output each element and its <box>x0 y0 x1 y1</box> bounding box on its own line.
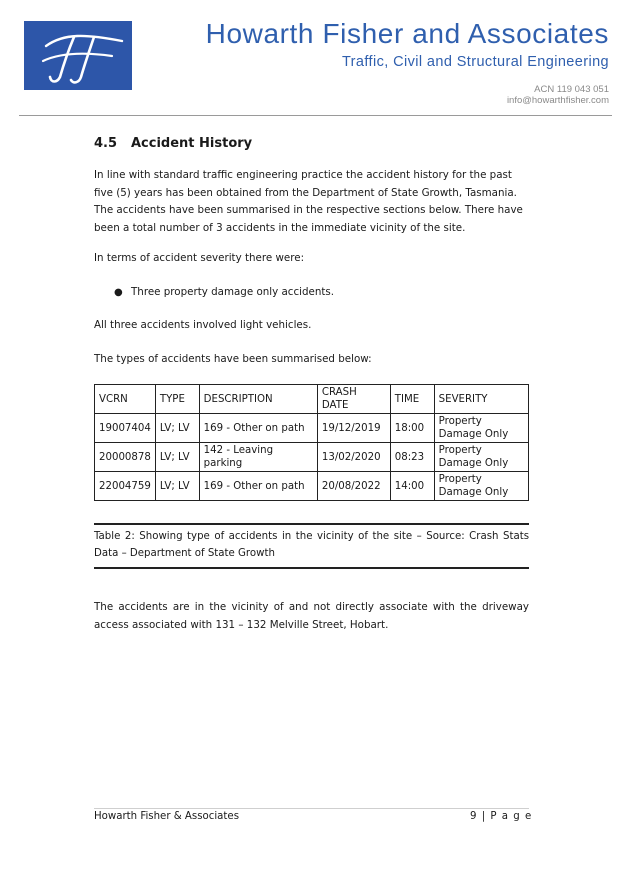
cell-description: 142 - Leaving parking <box>199 443 317 472</box>
table-header-row <box>95 385 529 414</box>
cell-vcrn: 20000878 <box>95 443 156 472</box>
column-header-type: TYPE <box>155 385 199 414</box>
paragraph-table-intro: The types of accidents have been summarised below: <box>94 352 372 365</box>
column-header-severity: SEVERITY <box>434 385 528 414</box>
paragraph-vehicles: All three accidents involved light vehicles. <box>94 319 312 331</box>
section-heading <box>94 134 529 154</box>
cell-time: 08:23 <box>390 443 434 472</box>
cell-vcrn: 22004759 <box>95 472 156 501</box>
bullet-icon: ● <box>114 286 123 298</box>
page-number: 9 | P a g e <box>470 811 533 822</box>
section-number: 4.5 <box>94 136 118 151</box>
cell-description: 169 - Other on path <box>199 472 317 501</box>
list-item <box>94 284 529 302</box>
company-logo <box>24 21 132 90</box>
section-title: Accident History <box>131 136 253 151</box>
footer-divider <box>94 808 529 809</box>
column-header-time: TIME <box>390 385 434 414</box>
accident-table <box>94 384 529 501</box>
column-header-vcrn: VCRN <box>95 385 156 414</box>
cell-crash-date: 13/02/2020 <box>317 443 390 472</box>
table-row <box>95 443 529 472</box>
company-acn: ACN 119 043 051 <box>534 84 609 95</box>
company-tagline: Traffic, Civil and Structural Engineering <box>341 54 609 70</box>
cell-time: 18:00 <box>390 414 434 443</box>
paragraph-severity: In terms of accident severity there were: <box>94 252 305 264</box>
cell-type: LV; LV <box>155 472 199 501</box>
list-item-text: Three property damage only accidents. <box>131 285 335 298</box>
column-header-description: DESCRIPTION <box>199 385 317 414</box>
company-name: Howarth Fisher and Associates <box>205 18 609 49</box>
cell-severity: Property Damage Only <box>434 414 528 443</box>
paragraph-conclusion: The accidents are in the vicinity of and not directly associate with the driveway access associated with 131 – 132 Melville Street, Hobart. <box>94 601 529 631</box>
table-caption: Table 2: Showing type of accidents in the vicinity of the site – Source: Crash Stats Data – Department of State Growth <box>94 523 529 569</box>
table-row <box>95 472 529 501</box>
cell-vcrn: 19007404 <box>95 414 156 443</box>
cell-time: 14:00 <box>390 472 434 501</box>
paragraph-intro: In line with standard traffic engineering practice the accident history for the past five (5) years has been obtained from the Department of State Growth, Tasmania. The accidents have been summarised in the respective sections below. There have been a total number of 3 accidents in the immediate vicinity of the site. <box>94 169 523 234</box>
cell-type: LV; LV <box>155 443 199 472</box>
table-row <box>95 414 529 443</box>
footer-company: Howarth Fisher & Associates <box>94 811 239 822</box>
cell-description: 169 - Other on path <box>199 414 317 443</box>
company-email: info@howarthfisher.com <box>506 95 609 106</box>
column-header-crash-date: CRASH DATE <box>317 385 390 414</box>
cell-crash-date: 19/12/2019 <box>317 414 390 443</box>
main-content <box>94 130 529 501</box>
cell-severity: Property Damage Only <box>434 443 528 472</box>
header-divider <box>19 115 612 116</box>
cell-severity: Property Damage Only <box>434 472 528 501</box>
severity-list <box>94 284 529 302</box>
hf-monogram-icon <box>24 21 132 90</box>
cell-type: LV; LV <box>155 414 199 443</box>
cell-crash-date: 20/08/2022 <box>317 472 390 501</box>
